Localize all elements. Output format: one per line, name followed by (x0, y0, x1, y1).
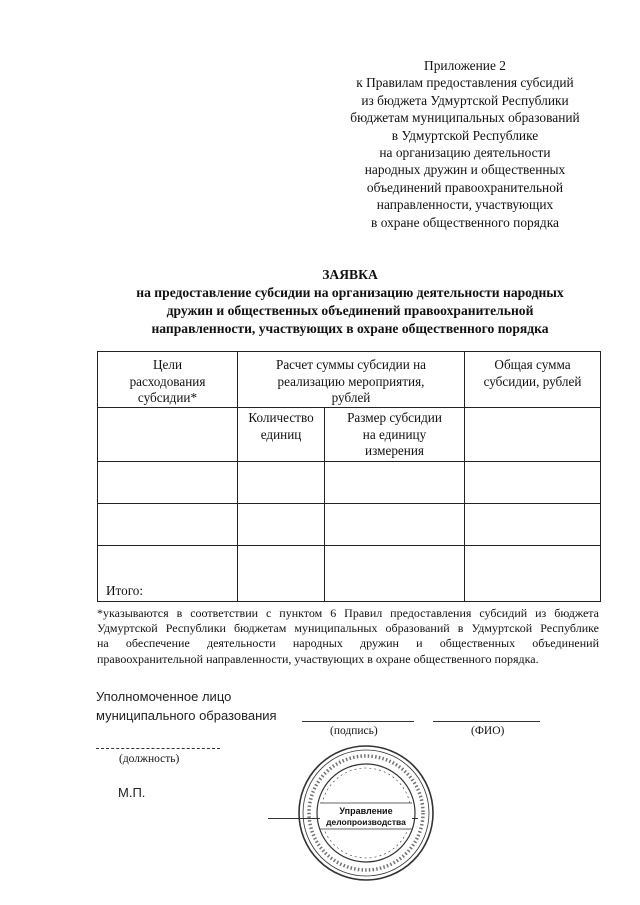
appendix-line: бюджетам муниципальных образований (350, 110, 580, 126)
header-calculation: Расчет суммы субсидии на реализацию мероприятия, рублей (238, 352, 465, 408)
appendix-line: в охране общественного порядка (371, 214, 559, 230)
table-row (98, 504, 601, 546)
stamp-seal-icon (296, 743, 436, 883)
title-heading: ЗАЯВКА (322, 267, 378, 282)
appendix-line: из бюджета Удмуртской Республики (361, 92, 569, 108)
appendix-line: к Правилам предоставления субсидий (356, 75, 574, 91)
table-row (98, 462, 601, 504)
document-title (90, 266, 610, 338)
table-cell (325, 504, 465, 546)
subsidy-table (97, 351, 601, 602)
fio-line (433, 721, 540, 722)
title-line: на предоставление субсидии на организацию деятельности народных (136, 285, 564, 300)
table-cell (238, 546, 325, 602)
municipality-label: муниципального образования (96, 708, 277, 723)
title-line: направленности, участвующих в охране общественного порядка (151, 321, 549, 336)
table-cell (465, 504, 601, 546)
table-cell (98, 462, 238, 504)
appendix-line: народных дружин и общественных (364, 162, 566, 178)
header-total: Общая сумма субсидии, рублей (465, 352, 601, 408)
table-cell (465, 408, 601, 462)
appendix-line: объединений правоохранительной (366, 179, 564, 195)
fio-caption: (ФИО) (471, 725, 505, 737)
appendix-line: на организацию деятельности (379, 145, 551, 161)
authorized-person-label: Уполномоченное лицо (96, 689, 232, 704)
footnote-line: Удмуртской Республики бюджетам муниципальных образований в Удмуртской Республике (97, 621, 599, 636)
title-line: дружин и общественных объединений правоохранительной (166, 303, 534, 318)
appendix-line: Приложение 2 (424, 58, 506, 73)
seal-place-label: М.П. (118, 785, 146, 800)
position-line (96, 748, 220, 749)
table-cell (325, 546, 465, 602)
footnote-line: *указываются в соответствии с пунктом 6 Правил предоставления субсидий из бюджета (97, 606, 599, 620)
table-cell (238, 504, 325, 546)
header-unit-subsidy: Размер субсидии на единицу измерения (325, 408, 465, 462)
table-cell (325, 462, 465, 504)
stamp-text-line2: делопроизводства (326, 817, 406, 827)
table-cell (465, 462, 601, 504)
header-goals: Цели расходования субсидии* (98, 352, 238, 408)
signature-caption: (подпись) (330, 725, 378, 737)
appendix-header (340, 57, 590, 231)
total-label: Итого: (98, 546, 238, 602)
table-total-row (98, 546, 601, 602)
appendix-line: направленности, участвующих (376, 197, 554, 213)
header-units-count: Количество единиц (238, 408, 325, 462)
table-cell (98, 504, 238, 546)
footnote-line: правоохранительной направленности, участвующих в охране общественного порядка. (97, 651, 539, 666)
table-cell (238, 462, 325, 504)
table-cell (98, 408, 238, 462)
signature-line (302, 721, 414, 722)
footnote-line: на обеспечение деятельности народных дружин и общественных объединений (97, 636, 599, 651)
table-subheader-row (98, 408, 601, 462)
stamp-text-line1: Управление (339, 806, 393, 816)
table-header-row (98, 352, 601, 408)
footnote (97, 606, 599, 667)
appendix-line: в Удмуртской Республике (391, 127, 539, 143)
table-cell (465, 546, 601, 602)
position-caption: (должность) (119, 753, 180, 765)
